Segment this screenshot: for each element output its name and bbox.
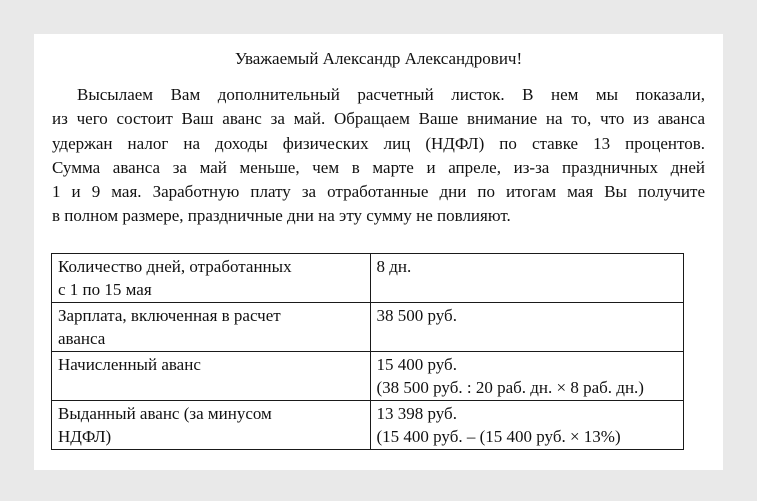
row-value-formula: (15 400 руб. – (15 400 руб. × 13%): [376, 427, 621, 446]
row-value-text: 8 дн.: [376, 257, 412, 276]
row-label-cell: [52, 303, 371, 352]
row-value-text: 13 398 руб.: [376, 404, 457, 423]
letter-card: [34, 34, 723, 470]
row-label-cell: [52, 401, 371, 450]
greeting: Уважаемый Александр Александрович!: [234, 49, 523, 68]
row-label-text: Зарплата, включенная в расчет: [58, 306, 281, 325]
row-label-text: Начисленный аванс: [58, 355, 201, 374]
row-value-cell: [370, 303, 684, 352]
row-value-formula: (38 500 руб. : 20 раб. дн. × 8 раб. дн.): [376, 378, 644, 397]
paragraph-line: Сумма аванса за май меньше, чем в марте и апреле, из-за праздничных дней: [52, 157, 705, 177]
row-value-cell: [370, 352, 684, 401]
paragraph-line: 1 и 9 мая. Заработную плату за отработанные дни по итогам мая Вы получите: [52, 182, 705, 202]
row-label-text: НДФЛ): [58, 427, 112, 446]
table-row: [52, 401, 684, 450]
paragraph-line: удержан налог на доходы физических лиц (НДФЛ) по ставке 13 процентов.: [52, 133, 705, 153]
row-label-cell: [52, 352, 371, 401]
row-label-cell: [52, 254, 371, 303]
table-row: [52, 303, 684, 352]
row-value-text: 38 500 руб.: [376, 306, 457, 325]
paragraph-line: в полном размере, праздничные дни на эту сумму не повлияют.: [52, 206, 511, 226]
paragraph-line: Высылаем Вам дополнительный расчетный листок. В нем мы показали,: [77, 85, 705, 104]
paragraph-line: из чего состоит Ваш аванс за май. Обращаем Ваше внимание на то, что из аванса: [52, 109, 705, 129]
row-label-text: Выданный аванс (за минусом: [58, 404, 272, 423]
row-value-cell: [370, 254, 684, 303]
letter-paragraph: [52, 83, 705, 229]
row-label-text: с 1 по 15 мая: [58, 280, 152, 299]
row-label-text: Количество дней, отработанных: [58, 257, 292, 276]
table-row: [52, 254, 684, 303]
row-value-cell: [370, 401, 684, 450]
row-label-text: аванса: [58, 329, 106, 348]
row-value-text: 15 400 руб.: [376, 355, 457, 374]
advance-calculation-table: [51, 253, 684, 450]
table-row: [52, 352, 684, 401]
